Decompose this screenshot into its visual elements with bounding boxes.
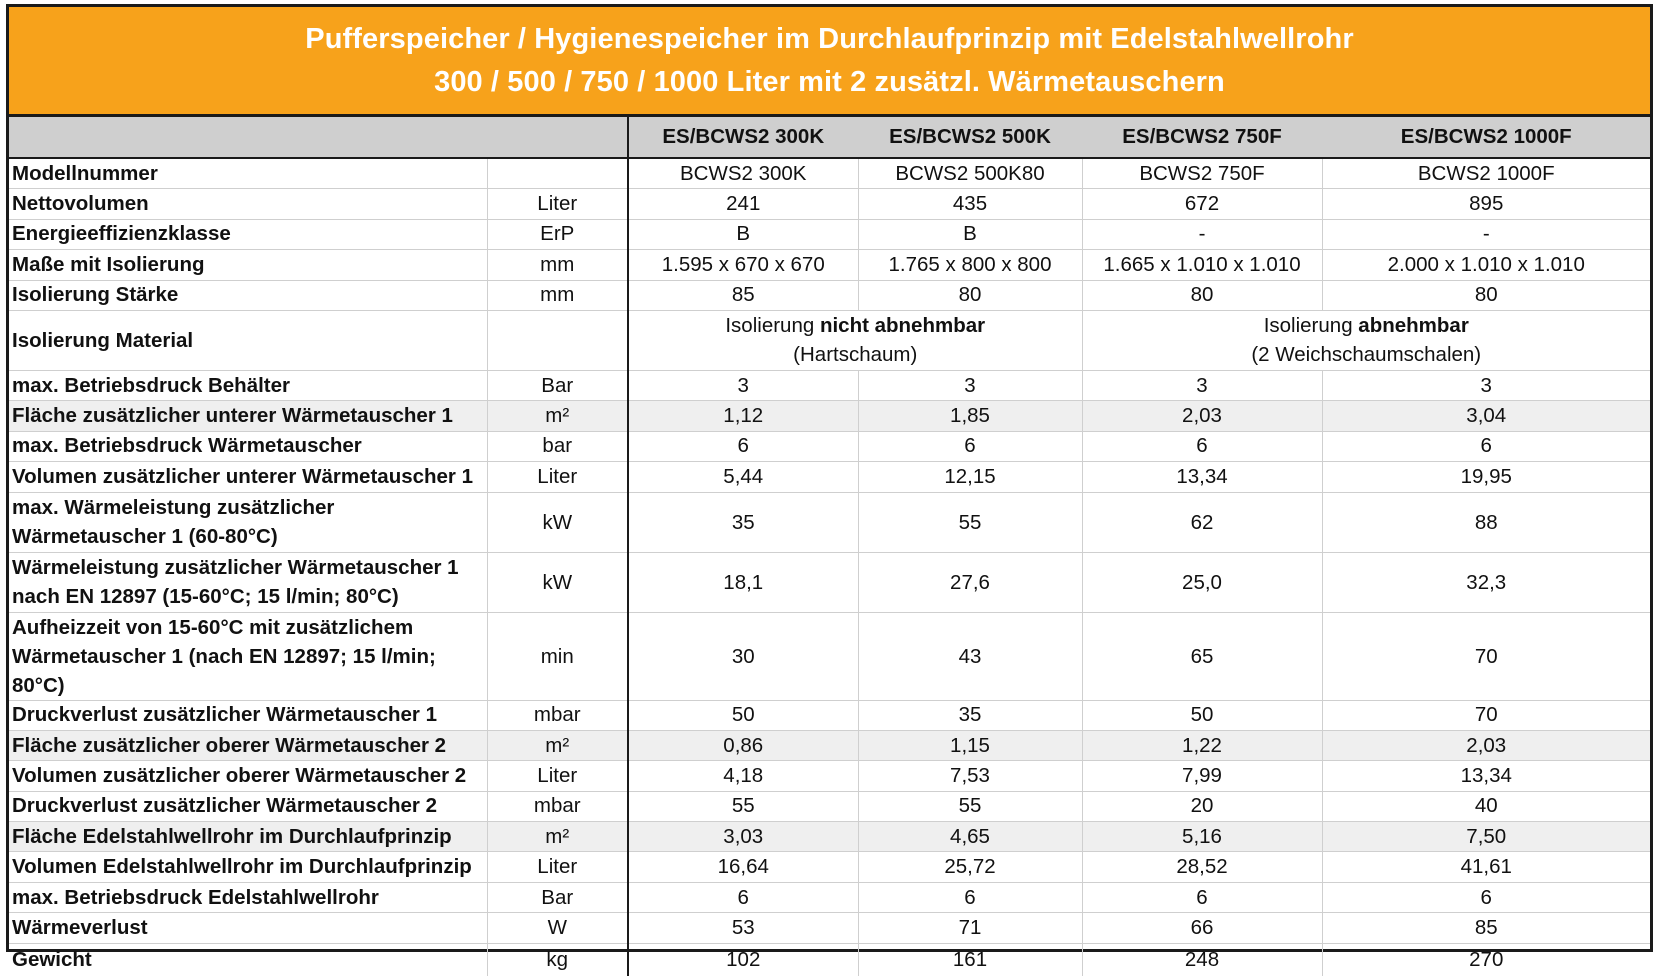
value-cell: 6	[858, 882, 1082, 912]
unit-cell: min	[487, 612, 628, 700]
value-cell: B	[858, 219, 1082, 249]
table-row	[9, 250, 1650, 280]
parameter-label: max. Wärmeleistung zusätzlicher Wärmetauscher 1 (60-80°C)	[9, 492, 487, 552]
unit-cell: m²	[487, 730, 628, 760]
table-row	[9, 822, 1650, 852]
value-cell: 5,44	[628, 462, 858, 492]
insulation-material: (2 Weichschaumschalen)	[1251, 343, 1482, 367]
parameter-label: Druckverlust zusätzlicher Wärmetauscher 2	[9, 791, 487, 821]
value-cell: -	[1082, 219, 1322, 249]
value-cell: 672	[1082, 189, 1322, 219]
value-cell: 6	[1082, 882, 1322, 912]
value-cell: 6	[1082, 431, 1322, 461]
value-cell: 6	[628, 431, 858, 461]
parameter-label: Fläche Edelstahlwellrohr im Durchlaufprinzip	[9, 822, 487, 852]
value-cell: 70	[1322, 612, 1650, 700]
table-row	[9, 492, 1650, 552]
value-cell: 1.665 x 1.010 x 1.010	[1082, 250, 1322, 280]
value-cell: 1.765 x 800 x 800	[858, 250, 1082, 280]
value-cell: 19,95	[1322, 462, 1650, 492]
value-cell: 1.595 x 670 x 670	[628, 250, 858, 280]
value-cell: 1,85	[858, 401, 1082, 431]
value-cell: 13,34	[1322, 761, 1650, 791]
unit-cell: Bar	[487, 882, 628, 912]
value-cell: 35	[858, 700, 1082, 730]
parameter-label: Aufheizzeit von 15-60°C mit zusätzlichem Wärmetauscher 1 (nach EN 12897; 15 l/min; 80°C)	[9, 612, 487, 700]
value-cell: 66	[1082, 913, 1322, 943]
table-row	[9, 943, 1650, 976]
parameter-label: Wärmeleistung zusätzlicher Wärmetauscher 1 nach EN 12897 (15-60°C; 15 l/min; 80°C)	[9, 552, 487, 612]
parameter-label: Fläche zusätzlicher unterer Wärmetauscher 1	[9, 401, 487, 431]
value-cell: 4,18	[628, 761, 858, 791]
unit-cell: ErP	[487, 219, 628, 249]
value-cell: 80	[858, 280, 1082, 310]
value-cell: 18,1	[628, 552, 858, 612]
value-cell: 50	[628, 700, 858, 730]
unit-cell: mbar	[487, 700, 628, 730]
value-cell: 6	[1322, 882, 1650, 912]
header-param-cell	[9, 117, 487, 158]
unit-cell: kW	[487, 492, 628, 552]
datasheet	[6, 4, 1653, 971]
table-row	[9, 552, 1650, 612]
value-cell: 270	[1469, 947, 1504, 971]
parameter-label: max. Betriebsdruck Behälter	[9, 370, 487, 400]
insulation-note	[1082, 310, 1650, 370]
value-cell: 13,34	[1082, 462, 1322, 492]
spec-table	[9, 117, 1650, 976]
parameter-label: Nettovolumen	[9, 189, 487, 219]
value-cell: 4,65	[858, 822, 1082, 852]
unit-cell: kg	[487, 943, 628, 976]
table-row	[9, 280, 1650, 310]
value-cell: 28,52	[1082, 852, 1322, 882]
parameter-label: Energieeffizienzklasse	[9, 219, 487, 249]
value-cell: -	[1322, 219, 1650, 249]
unit-cell: kW	[487, 552, 628, 612]
table-row	[9, 791, 1650, 821]
unit-cell: Liter	[487, 852, 628, 882]
value-cell: BCWS2 750F	[1082, 158, 1322, 189]
title-banner	[9, 7, 1650, 117]
insulation-line	[1086, 311, 1648, 340]
value-cell: 7,53	[858, 761, 1082, 791]
table-body	[9, 158, 1650, 976]
table-row	[9, 882, 1650, 912]
value-cell: 6	[628, 882, 858, 912]
table-row	[9, 370, 1650, 400]
value-cell: 241	[628, 189, 858, 219]
parameter-label: Volumen zusätzlicher unterer Wärmetauscher 1	[9, 462, 487, 492]
value-cell: 55	[858, 492, 1082, 552]
value-cell: 41,61	[1322, 852, 1650, 882]
value-cell: 80	[1322, 280, 1650, 310]
parameter-label: max. Betriebsdruck Edelstahlwellrohr	[9, 882, 487, 912]
value-cell: 30	[628, 612, 858, 700]
value-cell: 6	[1322, 431, 1650, 461]
parameter-label: Volumen Edelstahlwellrohr im Durchlaufprinzip	[9, 852, 487, 882]
value-cell: 43	[858, 612, 1082, 700]
value-cell: 3	[1322, 370, 1650, 400]
column-header: ES/BCWS2 1000F	[1322, 117, 1650, 158]
table-row	[9, 700, 1650, 730]
value-cell: 1,12	[628, 401, 858, 431]
insulation-emphasis: nicht abnehmbar	[819, 314, 986, 338]
value-cell: 16,64	[628, 852, 858, 882]
table-row	[9, 612, 1650, 700]
table-row	[9, 189, 1650, 219]
parameter-label: Isolierung Stärke	[9, 280, 487, 310]
unit-cell: W	[487, 913, 628, 943]
value-cell: 6	[858, 431, 1082, 461]
value-cell: 7,99	[1082, 761, 1322, 791]
title-line-2: 300 / 500 / 750 / 1000 Liter mit 2 zusätzl. Wärmetauschern	[434, 65, 1225, 98]
insulation-material: (Hartschaum)	[793, 343, 918, 367]
unit-cell: m²	[487, 401, 628, 431]
value-cell: 5,16	[1082, 822, 1322, 852]
value-cell: 7,50	[1322, 822, 1650, 852]
parameter-label: Gewicht	[9, 943, 487, 976]
value-cell: 20	[1082, 791, 1322, 821]
value-cell: 85	[1322, 913, 1650, 943]
value-cell: 40	[1322, 791, 1650, 821]
unit-cell: mm	[487, 250, 628, 280]
value-cell: 55	[858, 791, 1082, 821]
value-cell: BCWS2 300K	[628, 158, 858, 189]
value-cell: 55	[628, 791, 858, 821]
value-cell: 80	[1082, 280, 1322, 310]
unit-cell: Liter	[487, 189, 628, 219]
value-cell: BCWS2 500K80	[858, 158, 1082, 189]
insulation-prefix: Isolierung	[1263, 314, 1359, 338]
value-cell: 2.000 x 1.010 x 1.010	[1322, 250, 1650, 280]
table-header-row	[9, 117, 1650, 158]
column-header: ES/BCWS2 300K	[628, 117, 858, 158]
table-row	[9, 401, 1650, 431]
unit-cell	[487, 310, 628, 370]
value-cell: 3,04	[1322, 401, 1650, 431]
parameter-label: Druckverlust zusätzlicher Wärmetauscher 1	[9, 700, 487, 730]
value-cell: 88	[1322, 492, 1650, 552]
value-cell: 25,72	[858, 852, 1082, 882]
value-cell: 70	[1322, 700, 1650, 730]
parameter-label: max. Betriebsdruck Wärmetauscher	[9, 431, 487, 461]
value-cell: 62	[1082, 492, 1322, 552]
value-cell: 50	[1082, 700, 1322, 730]
value-cell: 2,03	[1082, 401, 1322, 431]
unit-cell: m²	[487, 822, 628, 852]
value-cell: 248	[1082, 943, 1322, 976]
insulation-line	[632, 311, 1079, 340]
parameter-label: Isolierung Material	[9, 310, 487, 370]
value-cell: BCWS2 1000F	[1322, 158, 1650, 189]
value-cell: 32,3	[1322, 552, 1650, 612]
insulation-emphasis: abnehmbar	[1358, 314, 1469, 338]
unit-cell: mbar	[487, 791, 628, 821]
unit-cell: Liter	[487, 462, 628, 492]
value-cell: 3	[858, 370, 1082, 400]
value-cell: 85	[628, 280, 858, 310]
header-unit-cell	[487, 117, 628, 158]
table-row	[9, 730, 1650, 760]
value-cell: 27,6	[858, 552, 1082, 612]
value-cell: 0,86	[628, 730, 858, 760]
unit-cell: Liter	[487, 761, 628, 791]
table-row	[9, 913, 1650, 943]
table-row	[9, 158, 1650, 189]
value-cell: 25,0	[1082, 552, 1322, 612]
parameter-label: Fläche zusätzlicher oberer Wärmetauscher 2	[9, 730, 487, 760]
value-cell: 71	[858, 913, 1082, 943]
insulation-note	[628, 310, 1082, 370]
value-cell: 161	[858, 943, 1082, 976]
value-cell: 3	[1082, 370, 1322, 400]
value-cell: 65	[1082, 612, 1322, 700]
value-cell: 102	[628, 943, 858, 976]
table-row	[9, 852, 1650, 882]
value-cell: 435	[858, 189, 1082, 219]
value-cell: 3,03	[628, 822, 858, 852]
value-cell: 1,22	[1082, 730, 1322, 760]
value-cell: 12,15	[858, 462, 1082, 492]
value-cell: 1,15	[858, 730, 1082, 760]
unit-cell: bar	[487, 431, 628, 461]
parameter-label: Wärmeverlust	[9, 913, 487, 943]
parameter-label: Maße mit Isolierung	[9, 250, 487, 280]
column-header: ES/BCWS2 500K	[858, 117, 1082, 158]
value-cell: 3	[628, 370, 858, 400]
table-row	[9, 761, 1650, 791]
value-cell: 2,03	[1322, 730, 1650, 760]
value-cell: 895	[1322, 189, 1650, 219]
column-header: ES/BCWS2 750F	[1082, 117, 1322, 158]
unit-cell: mm	[487, 280, 628, 310]
parameter-label: Modellnummer	[9, 158, 487, 189]
table-row	[9, 310, 1650, 370]
unit-cell: Bar	[487, 370, 628, 400]
value-cell: B	[628, 219, 858, 249]
title-line-1: Pufferspeicher / Hygienespeicher im Durchlaufprinzip mit Edelstahlwellrohr	[305, 22, 1354, 55]
table-row	[9, 219, 1650, 249]
table-row	[9, 462, 1650, 492]
unit-cell	[487, 158, 628, 189]
insulation-prefix: Isolierung	[725, 314, 820, 338]
parameter-label: Volumen zusätzlicher oberer Wärmetauscher 2	[9, 761, 487, 791]
value-cell: 53	[628, 913, 858, 943]
table-row	[9, 431, 1650, 461]
value-cell: 35	[628, 492, 858, 552]
